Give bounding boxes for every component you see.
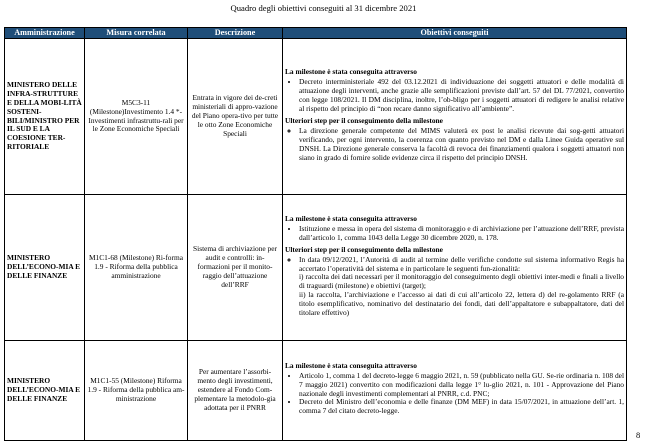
- section-title: Ulteriori step per il conseguimento della milestone: [285, 116, 443, 125]
- table-row: [5, 195, 627, 341]
- table-caption: Quadro degli obiettivi conseguiti al 31 dicembre 2021: [230, 3, 417, 13]
- header-misura-correlata: Misura correlata: [85, 28, 188, 39]
- obiettivi-cell: [283, 195, 627, 341]
- list-item-text: i) raccolta dei dati necessari per il monitoraggio del conseguimento degli obiettivi inter-medi e finali a livello di traguardi (milestone) e obiettivi (target);: [299, 272, 624, 291]
- section-title: La milestone è stata conseguita attraverso: [285, 214, 417, 224]
- descrizione-cell: Entrata in vigore dei de-creti ministeriali di appro-vazione del Piano opera-tivo per tutte le otto Zone Economiche Speciali: [188, 39, 283, 195]
- table-row: [5, 39, 627, 195]
- list-item-text: ◦ In data 09/12/2021, l’Autorità di audit al termine delle verifiche condotte sul sistema informativo Regis ha accertato l’operatività del sistema e in particolare le seguenti fun-zionalità:: [299, 254, 624, 273]
- table-header-row: [5, 28, 627, 39]
- page-number: 8: [636, 431, 641, 440]
- misura-cell: M1C1-55 (Milestone) Riforma 1.9 - Riforma della pubblica am-ministrazione: [85, 341, 188, 441]
- misura-cell: M5C3-11 (Milestone)Investimento 1.4 *- Investimenti infrastruttu-rali per le Zone Economiche Speciali: [85, 39, 188, 195]
- misura-cell: M1C1-68 (Milestone) Ri-forma 1.9 - Riforma della pubblica amministrazione: [85, 195, 188, 341]
- list-item: • Decreto del Ministro dell’economia e delle finanze (DM MEF) in data 15/07/2021, in attuazione dell’art. 1, comma 7 del citato decreto-legge.: [299, 398, 624, 416]
- achieved-list: [285, 225, 624, 243]
- amministrazione-cell: MINISTERO DELL’ECONO-MIA E DELLE FINANZE: [5, 341, 85, 441]
- descrizione-cell: Sistema di archiviazione per audit e controlli: in-formazioni per il monito-raggio dell’attuazione dell’RRF: [188, 195, 283, 341]
- further-steps-list: [285, 127, 624, 163]
- section-title: Ulteriori step per il conseguimento della milestone: [285, 244, 443, 254]
- obiettivi-cell: [283, 341, 627, 441]
- further-steps-list: [285, 256, 624, 318]
- header-amministrazione: Amministrazione: [5, 28, 85, 39]
- achieved-list: [285, 372, 624, 417]
- table-row: [5, 341, 627, 441]
- list-item: ◦ La direzione generale competente del MIMS valuterà ex post le analisi ricevute dai sog-getti attuatori verificando, per ogni intervento, la coerenza con quanto previsto nel DM e dalla Linee Guida operative sul DNSH. La Direzione generale conserva la facoltà di revoca dei finanziamenti qualora i soggetti attuatori non siano in grado di fornire solide evidenze circa il rispetto del principio DNSH.: [299, 127, 624, 163]
- section-title: La milestone è stata conseguita attraverso: [285, 360, 417, 370]
- amministrazione-cell: MINISTERO DELLE INFRA-STRUTTURE E DELLA MOBI-LITÀ SOSTENI-BILI/MINISTRO PER IL SUD E LA COESIONE TER-RITORIALE: [5, 39, 85, 195]
- descrizione-cell: Per aumentare l’assorbi-mento degli investimenti, estendere al Fondo Com-plementare la metodolo-gia adottata per il PNRR: [188, 341, 283, 441]
- achieved-list: [285, 78, 624, 114]
- obiettivi-cell: [283, 39, 627, 195]
- amministrazione-cell: MINISTERO DELL’ECONO-MIA E DELLE FINANZE: [5, 195, 85, 341]
- list-item: [299, 256, 624, 318]
- list-item: • Articolo 1, comma 1 del decreto-legge 6 maggio 2021, n. 59 (pubblicato nella GU. Se-rie ordinaria n. 108 del 7 maggio 2021) convertito con modificazioni dalla legge 1° lu-glio 2021, n. 101 - Approvazione del Piano nazionale degli investimenti complementari al PNRR, c.d. PNC;: [299, 372, 624, 399]
- objectives-table: [4, 27, 627, 441]
- list-item: • Istituzione e messa in opera del sistema di monitoraggio e di archiviazione per l’attuazione dell’RRF, prevista dall’articolo 1, comma 1043 della Legge 30 dicembre 2020, n. 178.: [299, 225, 624, 243]
- list-item: • Decreto interministeriale 492 del 03.12.2021 di individuazione dei soggetti attuatori e delle modalità di attuazione degli interventi, anche grazie alle semplificazioni previste dall’art. 57 del DL 77/2021, convertito con legge 108/2021. Il DM disciplina, inoltre, l’ob-bligo per i soggetti attuatori di redigere le analisi relative al rispetto del principio di “non recare danno significativo all’ambiente”.: [299, 78, 624, 114]
- section-title: La milestone è stata conseguita attraverso: [285, 67, 417, 77]
- list-item-text: ii) la raccolta, l’archiviazione e l’accesso ai dati di cui all’articolo 22, lettera d) del re-golamento RRF (a titolo esemplificativo, nominativo del destinatario dei fondi, dati dell’appaltatore e subappaltatore, dati del titolare effettivo): [299, 290, 624, 318]
- header-descrizione: Descrizione: [188, 28, 283, 39]
- header-obiettivi-conseguiti: Obiettivi conseguiti: [283, 28, 627, 39]
